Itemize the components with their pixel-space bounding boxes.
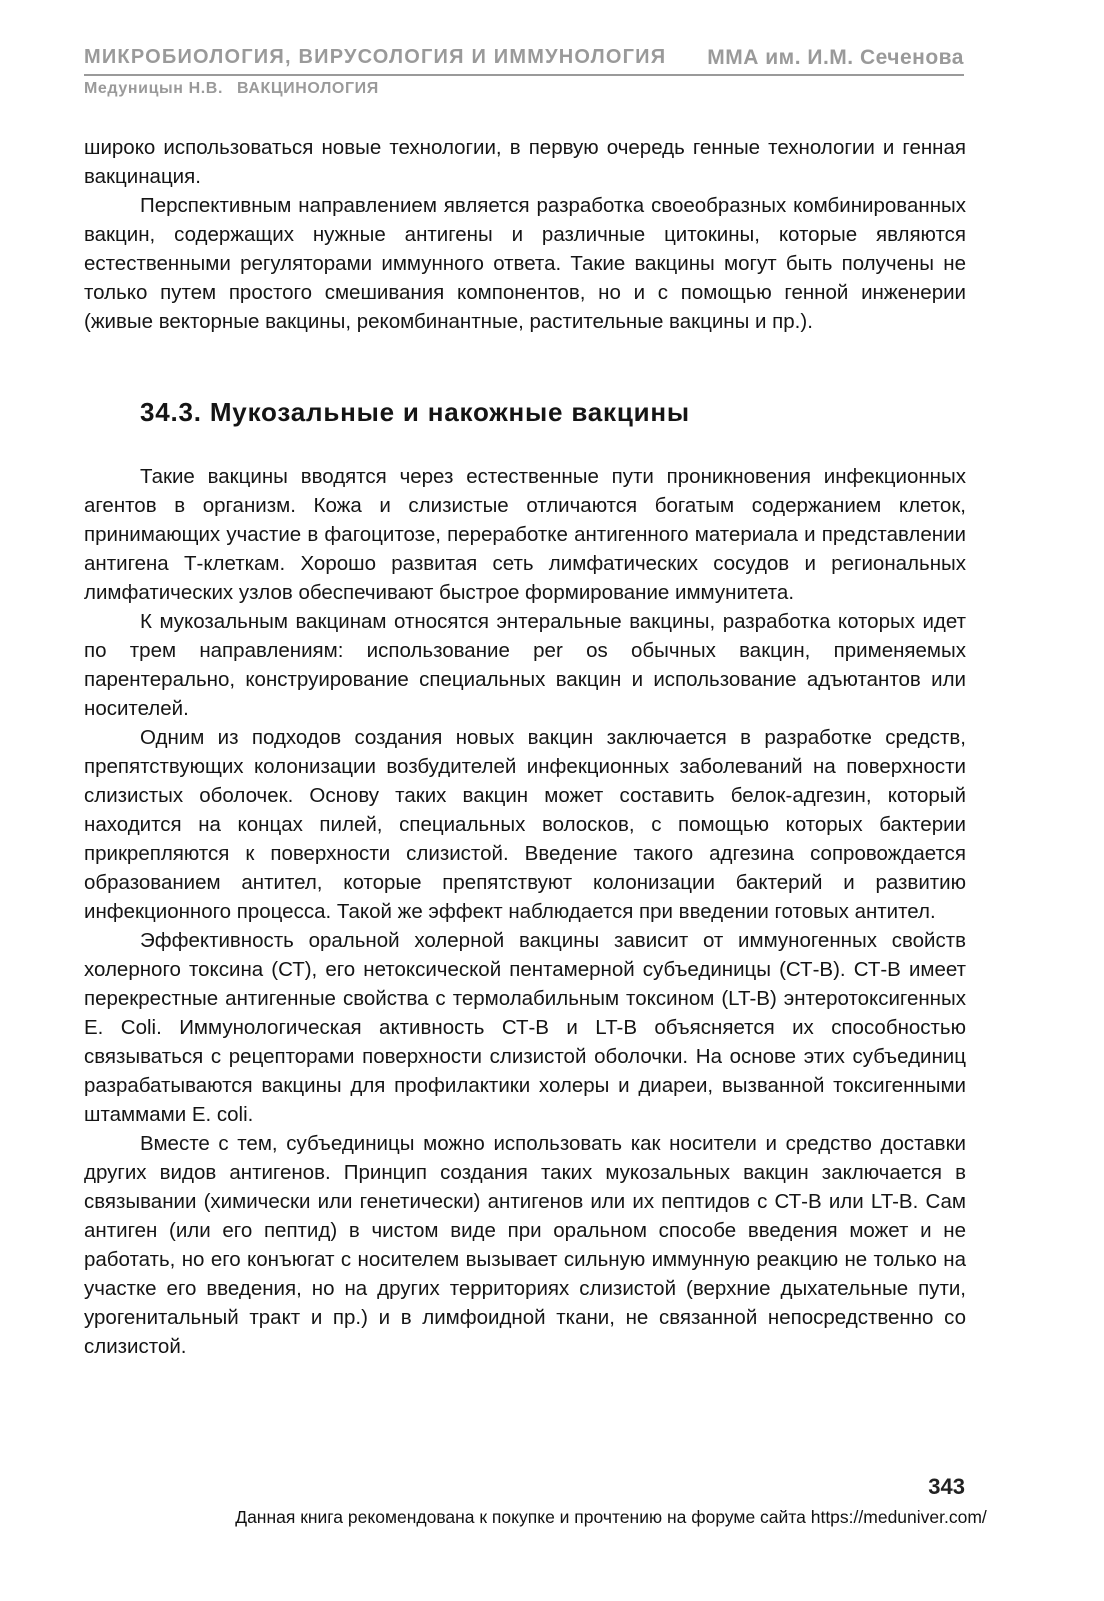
footer-note: [0, 1507, 1104, 1528]
book-header: [84, 80, 379, 98]
paragraph: К мукозальным вакцинам относятся энтеральные вакцины, разработка которых идет по трем направлениям: использование per os обычных вакцин, применяемых парентерально, конструирование специальных вакцин и использование адъютантов или носителей.: [84, 610, 966, 720]
page-body: [84, 133, 966, 1361]
page-number: 343: [928, 1474, 965, 1499]
paragraph: Эффективность оральной холерной вакцины зависит от иммуногенных свойств холерного токсина (СТ), его нетоксической пентамерной субъединицы (СТ-В). СТ-В имеет перекрестные антигенные свойства с термолабильным токсином (LT-B) энтеротоксигенных E. Coli. Иммунологическая активность СТ-В и LT-B объясняется их способностью связываться с рецепторами поверхности слизистой оболочки. На основе этих субъединиц разрабатываются вакцины для профилактики холеры и диареи, вызванной токсигенными штаммами E. coli.: [84, 929, 966, 1126]
footer-note-text: Данная книга рекомендована к покупке и прочтению на форуме сайта https://meduniver.com/: [235, 1507, 987, 1527]
running-header: [84, 46, 964, 76]
paragraph: Вместе с тем, субъединицы можно использовать как носители и средство доставки других видов антигенов. Принцип создания таких мукозальных вакцин заключается в связывании (химически или генетически) антигенов или их пептидов с СТ-В или LT-B. Сам антиген (или его пептид) в чистом виде при оральном способе введения может и не работать, но его конъюгат с носителем вызывает сильную иммунную реакцию не только на участке его введения, но на других территориях слизистой (верхние дыхательные пути, урогенитальный тракт и пр.) и в лимфоидной ткани, не связанной непосредственно со слизистой.: [84, 1132, 966, 1358]
paragraph: Перспективным направлением является разработка своеобразных комбинированных вакцин, содержащих нужные антигены и различные цитокины, которые являются естественными регуляторами иммунного ответа. Такие вакцины могут быть получены не только путем простого смешивания компонентов, но и с помощью генной инженерии (живые векторные вакцины, рекомбинантные, растительные вакцины и пр.).: [84, 194, 966, 333]
section-heading: 34.3. Мукозальные и накожные вакцины: [140, 397, 690, 427]
paragraph: Такие вакцины вводятся через естественные пути проникновения инфекционных агентов в организм. Кожа и слизистые отличаются богатым содержанием клеток, принимающих участие в фагоцитозе, переработке антигенного материала и представлении антигена Т-клеткам. Хорошо развитая сеть лимфатических сосудов и региональных лимфатических узлов обеспечивают быстрое формирование иммунитета.: [84, 465, 966, 604]
paragraph: Одним из подходов создания новых вакцин заключается в разработке средств, препятствующих колонизации возбудителей инфекционных заболеваний на поверхности слизистых оболочек. Основу таких вакцин может составить белок-адгезин, который находится на концах пилей, специальных волосков, с помощью которых бактерии прикрепляются к поверхности слизистой. Введение такого адгезина сопровождается образованием антител, которые препятствуют колонизации бактерий и развитию инфекционного процесса. Такой же эффект наблюдается при введении готовых антител.: [84, 726, 966, 923]
running-title: МИКРОБИОЛОГИЯ, ВИРУСОЛОГИЯ И ИММУНОЛОГИЯ: [84, 46, 667, 68]
institution-name: ММА им. И.М. Сеченова: [707, 46, 964, 69]
author-name: Медуницын Н.В.: [84, 80, 223, 97]
paragraph-continuation: широко использоваться новые технологии, в первую очередь генные технологии и генная вакцинация.: [84, 136, 966, 188]
book-title: ВАКЦИНОЛОГИЯ: [237, 80, 379, 97]
